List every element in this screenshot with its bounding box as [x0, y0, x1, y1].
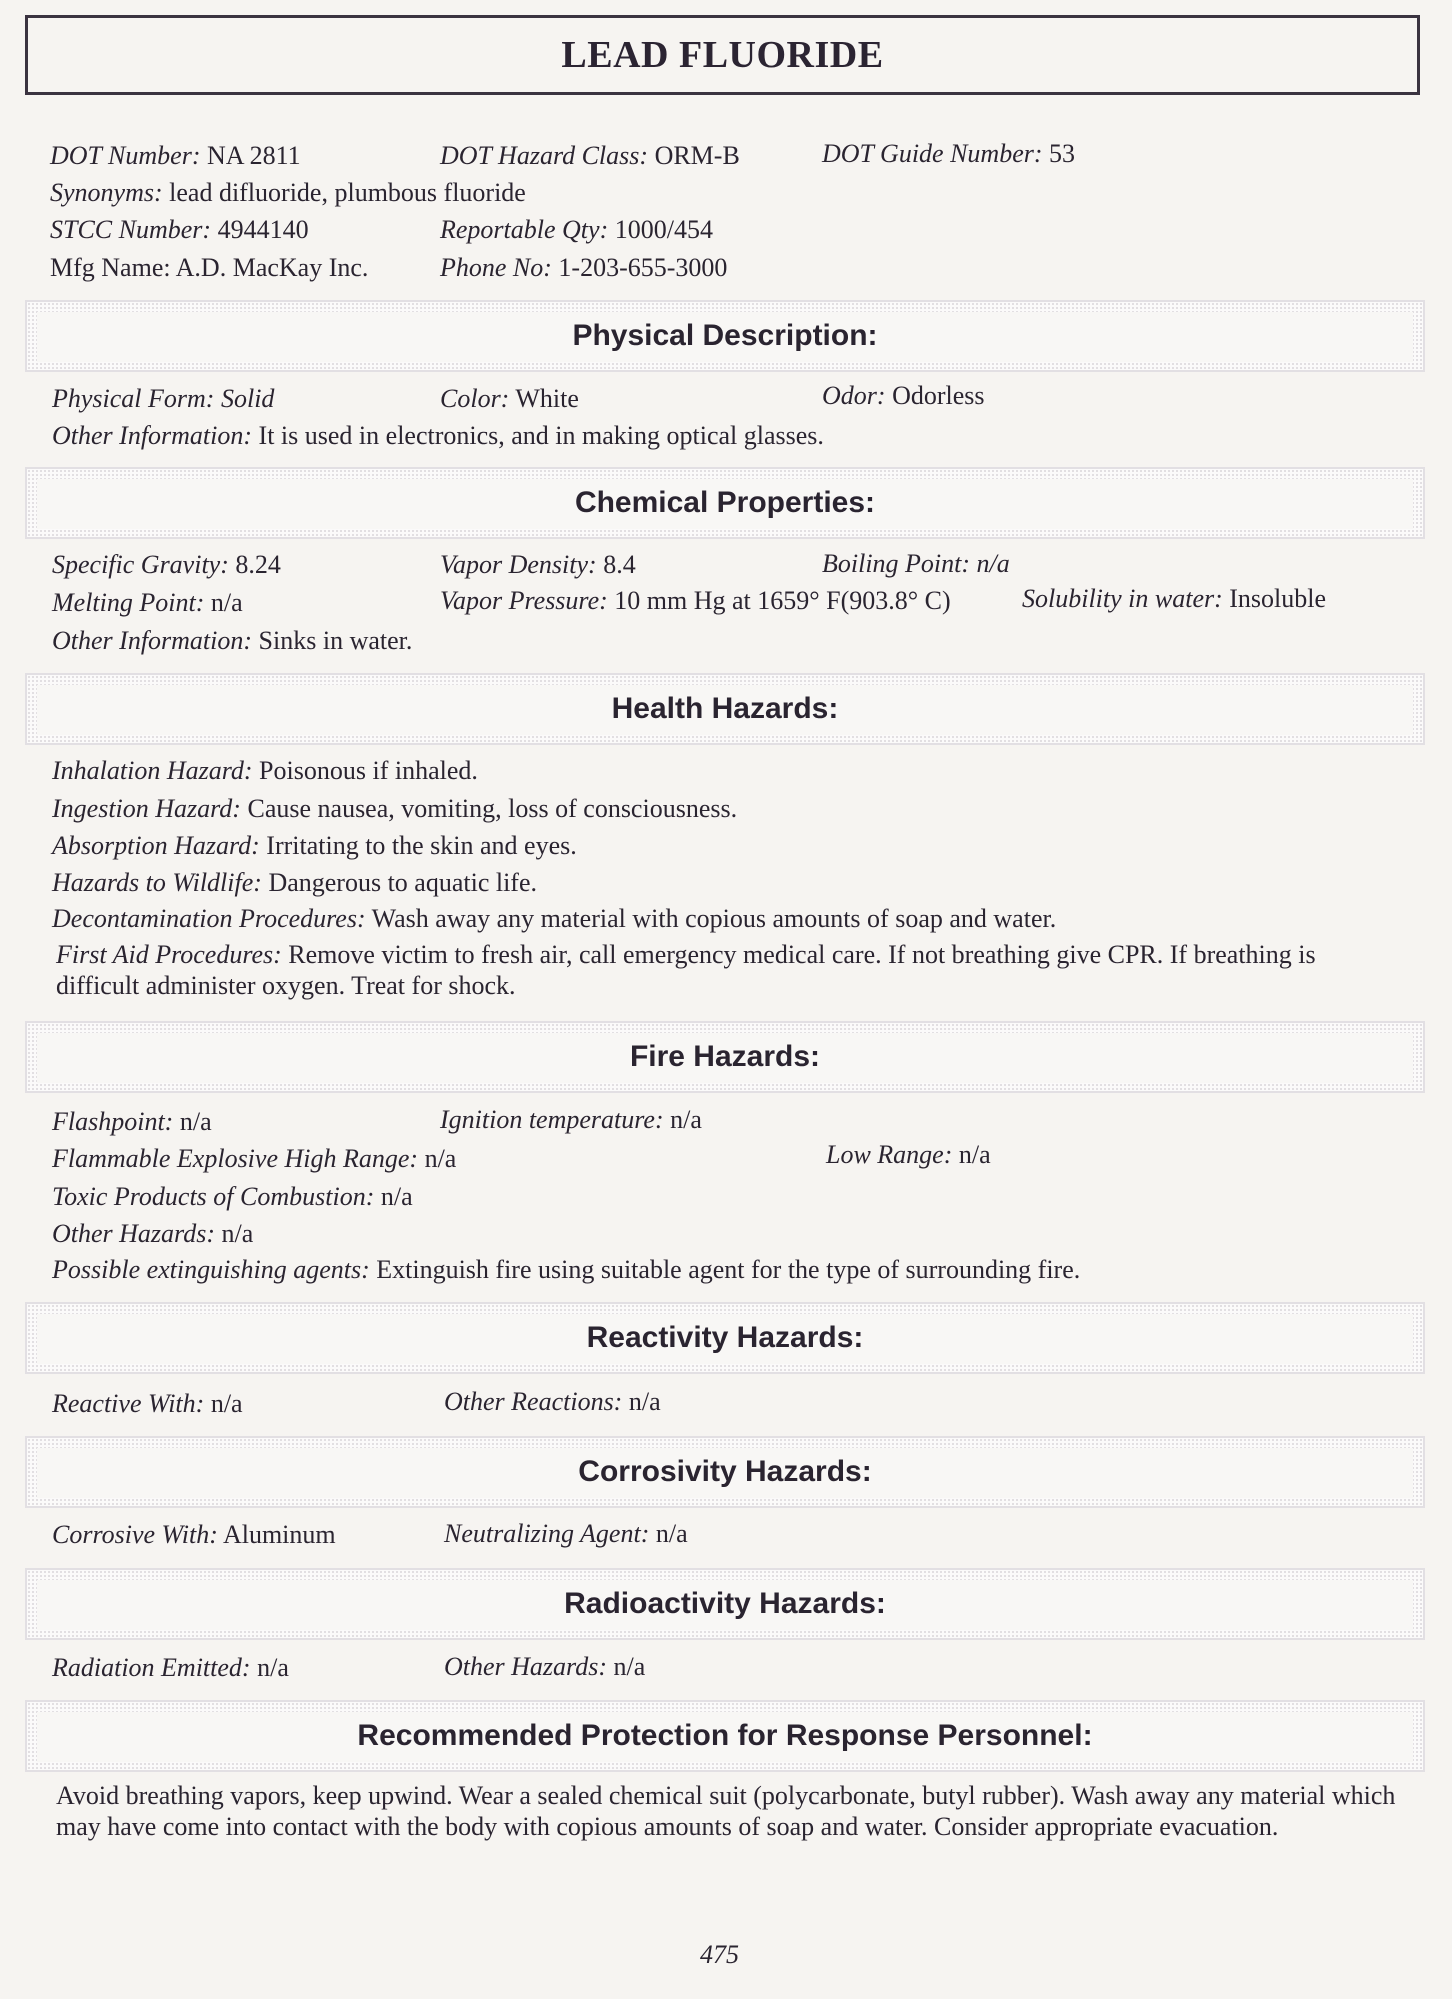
other-reactions-value: n/a [628, 1387, 661, 1416]
vapor-pressure-field [440, 588, 951, 614]
vapor-density-value: 8.4 [603, 550, 636, 579]
dot-guide-value: 53 [1049, 139, 1076, 168]
toxic-products-field [52, 1184, 413, 1210]
reportable-qty-label: Reportable Qty: [440, 215, 609, 244]
synonyms-value: lead difluoride, plumbous fluoride [169, 178, 526, 207]
inhalation-field [52, 758, 478, 784]
boiling-point-value: n/a [976, 549, 1010, 578]
protection-heading-bar [25, 1700, 1425, 1772]
reactive-with-value: n/a [210, 1389, 243, 1418]
page-number: 475 [700, 1940, 739, 1969]
ingestion-field [52, 796, 737, 822]
high-range-field [52, 1146, 456, 1172]
solubility-field [1022, 586, 1326, 612]
color-value: White [515, 384, 579, 413]
physical-heading-bar [25, 300, 1425, 372]
solubility-label: Solubility in water: [1022, 584, 1223, 613]
chemical-other-label: Other Information: [52, 626, 253, 655]
first-aid-label: First Aid Procedures: [56, 940, 282, 969]
reportable-qty-field [440, 217, 713, 243]
low-range-field [826, 1142, 991, 1168]
radiation-emitted-value: n/a [257, 1653, 289, 1682]
specific-gravity-field [52, 552, 281, 578]
toxic-products-label: Toxic Products of Combustion: [52, 1182, 375, 1211]
vapor-pressure-value: 10 mm Hg at 1659° F(903.8° C) [614, 586, 951, 615]
vapor-pressure-label: Vapor Pressure: [440, 586, 608, 615]
reactive-with-field [52, 1391, 243, 1417]
extinguishing-field [52, 1257, 1080, 1283]
radio-other-hazards-value: n/a [613, 1652, 646, 1681]
health-heading: Health Hazards: [611, 692, 839, 725]
corrosive-with-value: Aluminum [222, 1520, 336, 1549]
fire-other-hazards-value: n/a [221, 1219, 254, 1248]
dot-number-label: DOT Number: [50, 141, 201, 170]
physical-other-value: It is used in electronics, and in making optical glasses. [258, 421, 824, 450]
corrosive-with-label: Corrosive With: [52, 1520, 218, 1549]
physical-heading: Physical Description: [572, 319, 878, 352]
radiation-emitted-field [52, 1655, 289, 1681]
corrosivity-heading-bar [25, 1436, 1425, 1508]
radio-other-hazards-field [444, 1654, 645, 1680]
protection-text: Avoid breathing vapors, keep upwind. Wear a sealed chemical suit (polycarbonate, butyl rubber). Wash away any material which may have come into contact with the body with copious amounts of soap and water. Consider appropriate evacuation. [56, 1781, 1396, 1841]
fire-heading-bar [25, 1021, 1425, 1093]
ignition-label: Ignition temperature: [440, 1105, 664, 1134]
boiling-point-field [822, 551, 1010, 577]
reactivity-heading: Reactivity Hazards: [586, 1321, 864, 1354]
melting-point-label: Melting Point: [52, 588, 205, 617]
ignition-value: n/a [670, 1105, 702, 1134]
reactive-with-label: Reactive With: [52, 1389, 205, 1418]
dot-guide-label: DOT Guide Number: [822, 139, 1043, 168]
solubility-value: Insoluble [1229, 584, 1327, 613]
synonyms-label: Synonyms: [50, 178, 163, 207]
phone-field [440, 255, 727, 281]
chemical-other-field [52, 628, 412, 654]
physical-other-label: Other Information: [52, 421, 253, 450]
corrosivity-heading: Corrosivity Hazards: [578, 1455, 872, 1488]
ingestion-value: Cause nausea, vomiting, loss of consciousness. [247, 794, 738, 823]
color-field [440, 386, 579, 412]
phone-value: 1-203-655-3000 [558, 253, 728, 282]
other-reactions-field [444, 1389, 661, 1415]
neutralizing-value: n/a [655, 1519, 688, 1548]
title-box [25, 15, 1420, 95]
fire-other-hazards-label: Other Hazards: [52, 1219, 215, 1248]
chemical-heading-bar [25, 467, 1425, 539]
low-range-value: n/a [958, 1140, 991, 1169]
neutralizing-label: Neutralizing Agent: [444, 1519, 650, 1548]
specific-gravity-value: 8.24 [235, 550, 281, 579]
wildlife-field [52, 870, 537, 896]
absorption-field [52, 833, 577, 859]
radiation-emitted-label: Radiation Emitted: [52, 1653, 251, 1682]
phone-label: Phone No: [440, 253, 552, 282]
first-aid-value: Remove victim to fresh air, call emergency medical care. If not breathing give CPR. If breathing is difficult administer oxygen. Treat for shock. [56, 940, 1316, 1000]
synonyms-field [50, 180, 526, 206]
inhalation-label: Inhalation Hazard: [52, 756, 253, 785]
other-reactions-label: Other Reactions: [444, 1387, 623, 1416]
stcc-label: STCC Number: [50, 215, 212, 244]
extinguishing-label: Possible extinguishing agents: [52, 1255, 370, 1284]
specific-gravity-label: Specific Gravity: [52, 550, 229, 579]
reactivity-heading-bar [25, 1302, 1425, 1374]
wildlife-value: Dangerous to aquatic life. [268, 868, 538, 897]
stcc-value: 4944140 [217, 215, 309, 244]
physical-form-label: Physical Form: [52, 384, 215, 413]
neutralizing-field [444, 1521, 688, 1547]
radioactivity-heading: Radioactivity Hazards: [564, 1587, 886, 1620]
decontamination-field [52, 906, 1056, 932]
ignition-field [440, 1107, 702, 1133]
odor-field [822, 383, 985, 409]
melting-point-value: n/a [210, 588, 243, 617]
chemical-heading: Chemical Properties: [574, 486, 876, 519]
corrosive-with-field [52, 1522, 336, 1548]
protection-heading: Recommended Protection for Response Personnel: [357, 1719, 1093, 1752]
flashpoint-value: n/a [179, 1107, 212, 1136]
fire-other-hazards-field [52, 1221, 253, 1247]
flashpoint-label: Flashpoint: [52, 1107, 174, 1136]
fire-heading: Fire Hazards: [629, 1040, 821, 1073]
stcc-field [50, 217, 309, 243]
radioactivity-heading-bar [25, 1568, 1425, 1640]
vapor-density-label: Vapor Density: [440, 550, 597, 579]
dot-class-value: ORM-B [654, 141, 740, 170]
flashpoint-field [52, 1109, 212, 1135]
health-heading-bar [25, 673, 1425, 745]
decontamination-value: Wash away any material with copious amounts of soap and water. [371, 904, 1057, 933]
mfg-name: Mfg Name: A.D. MacKay Inc. [50, 253, 369, 282]
chemical-other-value: Sinks in water. [258, 626, 413, 655]
vapor-density-field [440, 552, 636, 578]
high-range-value: n/a [424, 1144, 457, 1173]
low-range-label: Low Range: [826, 1140, 953, 1169]
odor-label: Odor: [822, 381, 886, 410]
odor-value: Odorless [892, 381, 985, 410]
decontamination-label: Decontamination Procedures: [52, 904, 366, 933]
first-aid-field [56, 939, 1396, 1001]
melting-point-field [52, 590, 243, 616]
inhalation-value: Poisonous if inhaled. [259, 756, 478, 785]
absorption-value: Irritating to the skin and eyes. [266, 831, 577, 860]
absorption-label: Absorption Hazard: [52, 831, 260, 860]
dot-class-field [440, 143, 740, 169]
dot-number-field [50, 143, 301, 169]
dot-class-label: DOT Hazard Class: [440, 141, 649, 170]
physical-other-field [52, 423, 824, 449]
physical-form-field [52, 386, 274, 412]
extinguishing-value: Extinguish fire using suitable agent for the type of surrounding fire. [376, 1255, 1081, 1284]
reportable-qty-value: 1000/454 [614, 215, 713, 244]
boiling-point-label: Boiling Point: [822, 549, 971, 578]
ingestion-label: Ingestion Hazard: [52, 794, 241, 823]
high-range-label: Flammable Explosive High Range: [52, 1144, 419, 1173]
toxic-products-value: n/a [380, 1182, 413, 1211]
page-title: LEAD FLUORIDE [561, 34, 884, 76]
physical-form-value: Solid [220, 384, 275, 413]
dot-guide-field [822, 141, 1075, 167]
radio-other-hazards-label: Other Hazards: [444, 1652, 607, 1681]
color-label: Color: [440, 384, 510, 413]
dot-number-value: NA 2811 [206, 141, 301, 170]
wildlife-label: Hazards to Wildlife: [52, 868, 262, 897]
